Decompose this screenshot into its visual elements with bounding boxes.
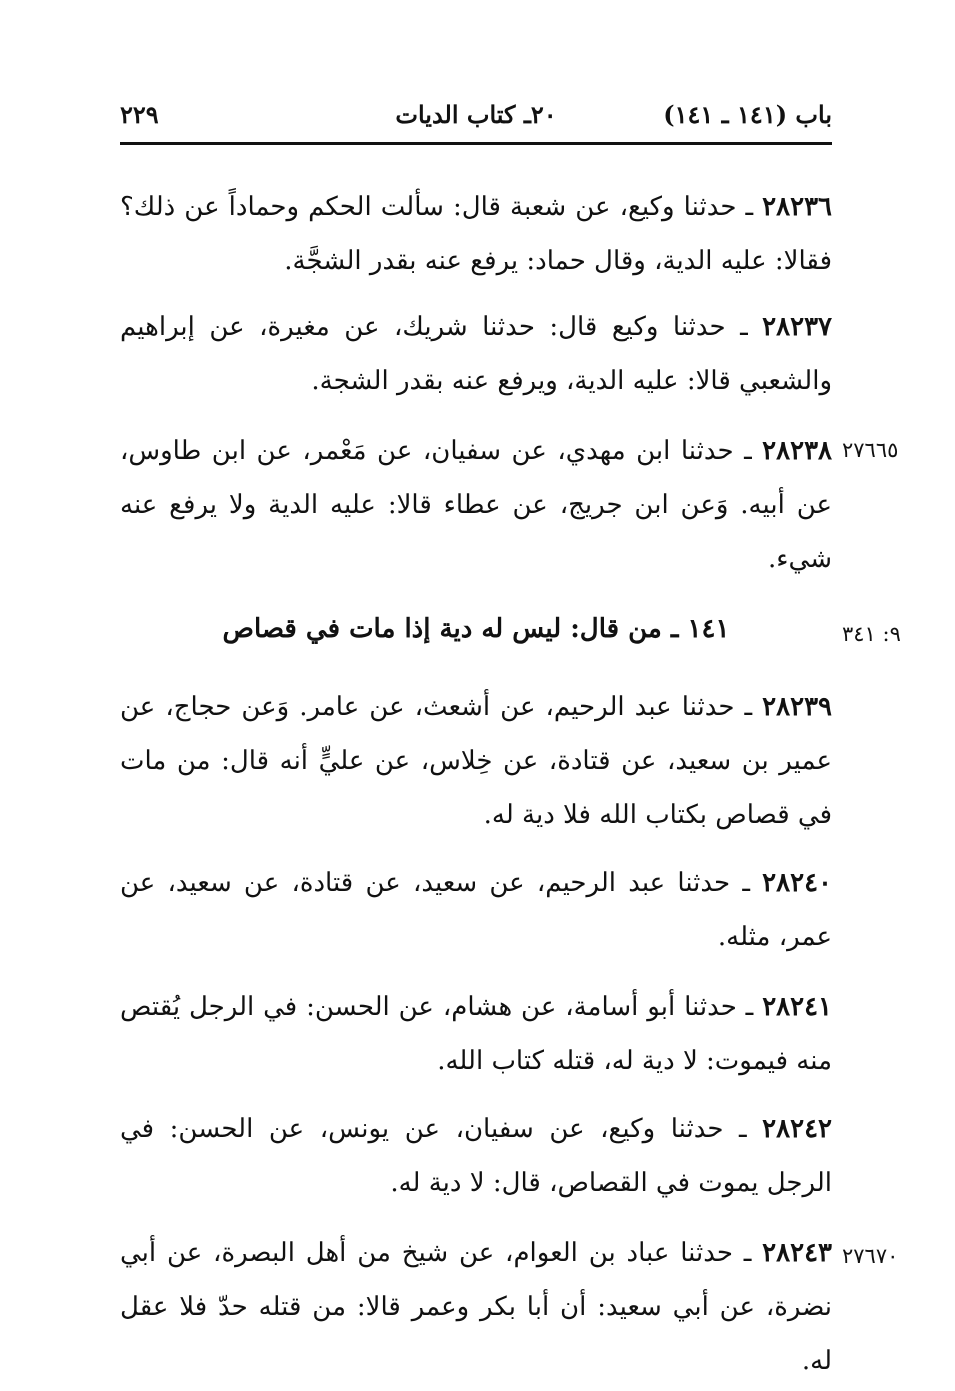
hadith-paragraph (120, 856, 832, 964)
hadith-paragraph (120, 1102, 832, 1210)
hadith-number: ٢٨٢٣٦ (762, 192, 832, 222)
margin-reference: ٢٧٦٧٠ (842, 1244, 899, 1268)
hadith-number: ٢٨٢٤٢ (762, 1114, 832, 1144)
hadith-text: ـ حدثنا وكيع، عن شعبة قال: سألت الحكم وحماداً عن ذلك؟ فقالا: عليه الدية، وقال حماد: يرفع عنه بقدر الشجَّة. (120, 192, 832, 276)
hadith-number: ٢٨٢٣٩ (762, 692, 832, 722)
chapter-range: باب (١٤١ ـ ١٤١) (663, 100, 832, 129)
hadith-paragraph (120, 680, 832, 842)
header-rule (120, 142, 832, 145)
hadith-paragraph (120, 180, 832, 288)
hadith-text: ـ حدثنا عبد الرحيم، عن أشعث، عن عامر. وَعن حجاج، عن عمير بن سعيد، عن قتادة، عن خِلاس، عن عليٍّ أنه قال: من مات في قصاص بكتاب الله فلا دية له. (120, 692, 832, 830)
hadith-number: ٢٨٢٤٠ (762, 868, 832, 898)
margin-reference: ٢٧٦٦٥ (842, 438, 899, 462)
hadith-number: ٢٨٢٤٣ (762, 1238, 832, 1268)
hadith-text: ـ حدثنا ابن مهدي، عن سفيان، عن مَعْمر، عن ابن طاوس، عن أبيه. وَعن ابن جريج، عن عطاء قالا: عليه الدية ولا يرفع عنه شيء. (120, 436, 832, 574)
hadith-text: ـ حدثنا وكيع، عن سفيان، عن يونس، عن الحسن: في الرجل يموت في القصاص، قال: لا دية له. (120, 1114, 832, 1198)
hadith-number: ٢٨٢٤١ (762, 992, 833, 1022)
hadith-text: ـ حدثنا عبد الرحيم، عن سعيد، عن قتادة، عن سعيد، عن عمر، مثله. (120, 868, 832, 952)
hadith-number: ٢٨٢٣٧ (762, 312, 832, 342)
chapter-heading: ١٤١ ـ من قال: ليس له دية إذا مات في قصاص (222, 614, 730, 644)
hadith-paragraph (120, 980, 832, 1088)
page-number: ٢٢٩ (120, 100, 159, 129)
hadith-text: ـ حدثنا أبو أسامة، عن هشام، عن الحسن: في الرجل يُقتص منه فيموت: لا دية له، قتله كتاب الله. (120, 992, 832, 1076)
hadith-text: ـ حدثنا وكيع قال: حدثنا شريك، عن مغيرة، عن إبراهيم والشعبي قالا: عليه الدية، ويرفع عنه بقدر الشجة. (120, 312, 832, 396)
hadith-paragraph (120, 300, 832, 408)
book-title: ٢٠ـ كتاب الديات (395, 100, 557, 129)
hadith-paragraph (120, 1226, 832, 1388)
hadith-number: ٢٨٢٣٨ (762, 436, 832, 466)
hadith-text: ـ حدثنا عباد بن العوام، عن شيخ من أهل البصرة، عن أبي نضرة، عن أبي سعيد: أن أبا بكر وعمر قالا: من قتله حدّ فلا عقل له. (120, 1238, 832, 1376)
margin-reference: ٩: ٣٤١ (842, 622, 901, 646)
hadith-paragraph (120, 424, 832, 586)
running-header (120, 100, 832, 140)
